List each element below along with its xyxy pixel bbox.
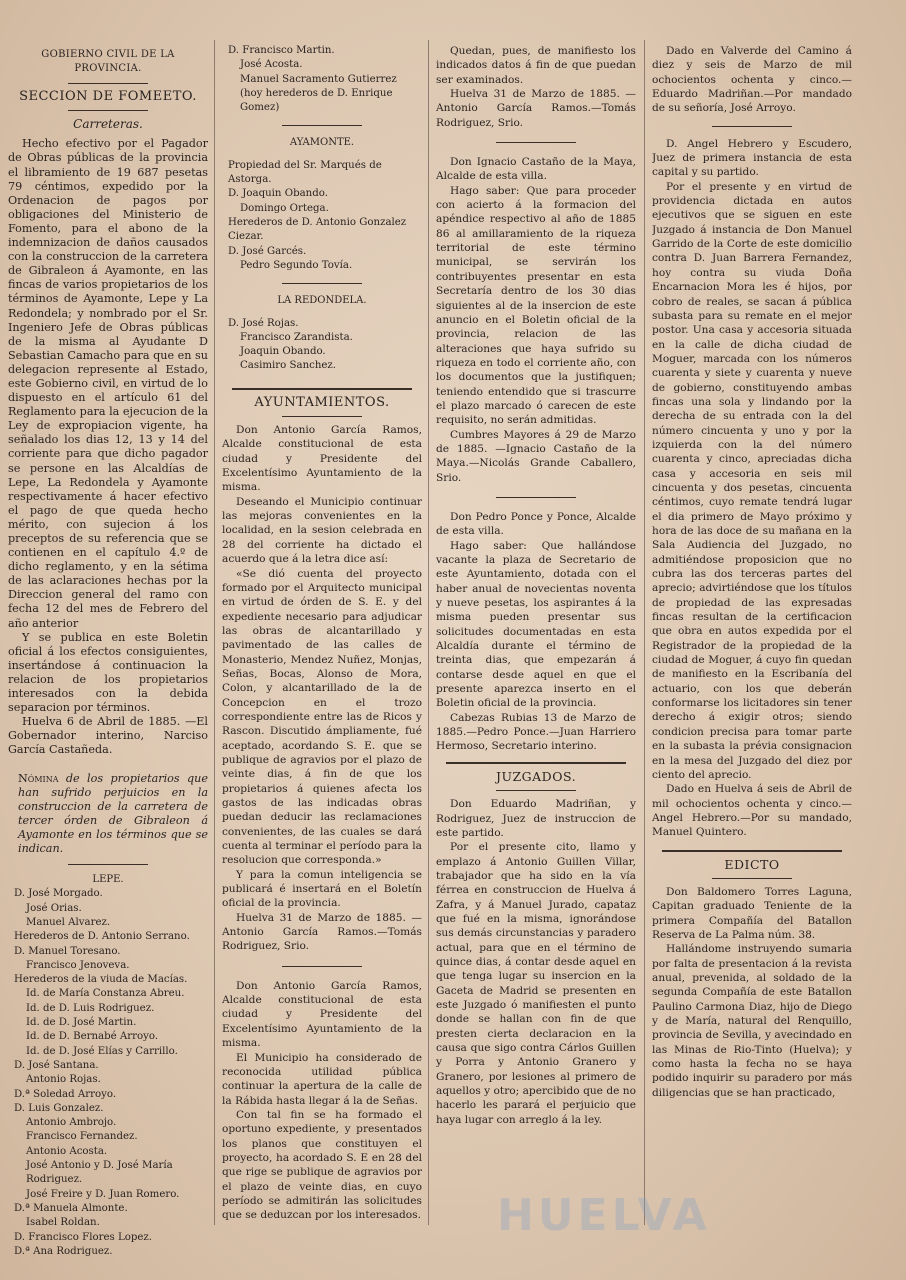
name-entry: Herederos de D. Antonio Serrano. [14,931,190,943]
divider [282,966,362,967]
name-entry: Pedro Segundo Tovía. [240,259,353,271]
cabezas-body: Hago saber: Que hallándose vacante la plaza de Secretario de este Ayuntamiento, dotada con el haber anual de novecientas noventa y nueve pesetas, los aspirantes á la misma pueden presentar sus solicitudes documentadas en esta Alcaldía durante el término de treinta dias, que empezarán á contarse desde aquel en que el presente aparezca inserto en el Boletin oficial de la provincia. [436,539,636,710]
name-entry: Antonio Ambrojo. [26,1117,117,1129]
name-entry: Domingo Ortega. [240,202,329,214]
column-4 [652,44,852,1274]
name-entry: D. Manuel Toresano. [14,945,121,957]
name-entry: José Freire y D. Juan Romero. [26,1188,180,1200]
fomento-date: Huelva 6 de Abril de 1885. —El Gobernador interino, Narciso García Castañeda. [8,715,208,757]
ayunt1-head: Don Antonio García Ramos, Alcalde constitucional de esta ciudad y Presidente del Excelentísimo Ayuntamiento de la misma. [222,424,422,494]
edicto-heading: EDICTO [724,856,780,872]
name-entry: Antonio Acosta. [26,1145,108,1157]
name-entry: José Orias. [26,902,82,914]
juzgado-head: Don Eduardo Madriñan, y Rodriguez, Juez de instruccion de este partido. [436,798,636,839]
watermark-logo: HUELVA [497,1190,711,1241]
section-title: SECCION DE FOMEETO. [19,88,197,104]
name-entry: D. José Morgado. [14,888,103,900]
name-entry: D. José Rojas. [228,317,299,329]
name-entry: Herederos de D. Antonio Gonzalez Ciezar. [228,217,407,243]
lepe-list [8,887,208,1259]
ayunt1-p1: Deseando el Municipio continuar las mejoras convenientes en la localidad, en la sesion celebrada en 28 del corriente ha dictado el acuerdo que á la letra dice así: [222,495,422,566]
divider [68,83,148,84]
ayunt2-p1: El Municipio ha considerado de reconocida utilidad pública continuar la apertura de la calle de la Rábida hasta llegar á la de Señas. [222,1051,422,1107]
name-entry: Id. de D. Luis Rodriguez. [26,1002,155,1014]
name-entry: D.ª Manuela Almonte. [14,1202,128,1214]
name-entry: D. Luis Gonzalez. [14,1102,104,1114]
edicto-body: Hallándome instruyendo sumaria por falta de presentacion á la revista anual, prevenida, al soldado de la segunda Compañía de este Batallon Paulino Carmona Diaz, hijo de Diego y de María, natural del Renquillo, provincia de Sevilla, y avecindado en las Minas de Rio-Tinto (Huelva); y como hasta la fecha no se haya podido inquirir su paradero por más diligencias que se han practicado, [652,943,852,1099]
ayunt2-head: Don Antonio García Ramos, Alcalde constitucional de esta ciudad y Presidente del Excelentísimo Ayuntamiento de la misma. [222,979,422,1050]
gobierno-header: GOBIERNO CIVIL DE LA PROVINCIA. [41,49,175,75]
column-divider [644,40,645,1225]
name-entry: D. Joaquin Obando. [228,188,328,200]
ayunt1-quote: «Se dió cuenta del proyecto formado por el Arquitecto municipal en virtud de órden de S. E. y del expediente necesario para adjudicar las obras de alcantarillado y pavimentado de las calles de Monasterio, Mendez Nuñez, Monjas, Señas, Bocas, Alonso de Mora, Colon, y alcantarillado de la de Concepcion en el trozo correspondiente entre las de Ricos y Rascon. Discutido ámpliamente, fué aceptado, acordando S. E. que se publique de agravios por el plazo de veinte dias, á fin de que los propietarios á quienes afecta los gastos de las indicadas obras puedan deducir las reclamaciones convenientes, de las cuales se dará cuenta al terminar el período para la resolucion que corresponda.» [222,567,422,867]
name-entry: Propiedad del Sr. Marqués de Astorga. [228,159,382,186]
nomina-heading [8,772,208,857]
col3-date1: Huelva 31 de Marzo de 1885. —Antonio García Ramos.—Tomás Rodriguez, Srio. [436,88,636,129]
cumbres-head: Don Ignacio Castaño de la Maya, Alcalde de esta villa. [436,156,636,183]
divider [232,388,412,390]
fomento-body: Hecho efectivo por el Pagador de Obras públicas de la provincia el libramiento de 19 687 pesetas 79 céntimos, expedido por la Ordenacion de pagos por obligaciones del Ministerio de Fomento, para el abono de la indemnizacion de daños causados con la construccion de la carretera de Gibraleon á Ayamonte, en las fincas de varios propietarios de los términos de Ayamonte, Lepe y La Redondela; y nombrado por el Sr. Ingeniero Jefe de Obras públicas de la misma al Ayudante D Sebastian Camacho para que en su delegacion represente al Estado, este Gobierno civil, en virtud de lo dispuesto en el artículo 61 del Reglamento para la ejecucion de la Ley de expropiacion vigente, ha señalado los dias 12, 13 y 14 del corriente para que dicho pagador se persone en las Alcaldías de Lepe, La Redondela y Ayamonte respectivamente á hacer efectivo el pago de que queda hecho mérito, con sujecion á los preceptos de su referencia que se contienen en el capítulo 4.º de dicho reglamento, y en la sétima de las aclaraciones hechas por la Direccion general del ramo con fecha 12 del mes de Febrero del año anterior [8,137,208,630]
hebrero-head: D. Angel Hebrero y Escudero, Juez de primera instancia de esta capital y su partido. [652,137,852,179]
ayunt1-date: Huelva 31 de Marzo de 1885. —Antonio García Ramos.—Tomás Rodriguez, Srio. [222,911,422,953]
ayunt1-p2: Y para la comun inteligencia se publicará é insertará en el Boletín oficial de la provincia. [222,868,422,910]
cabezas-date: Cabezas Rubias 13 de Marzo de 1885.—Pedro Ponce.—Juan Harriero Hermoso, Secretario interino. [436,711,636,753]
column-divider [428,40,429,1225]
lepe-heading: LEPE. [92,874,124,886]
nomina-text: de los propietarios que han sufrido perjuicios en la construccion de la carretera de tercer órden de Gibraleon á Ayamonte en los términos que se indican. [18,771,208,855]
divider [68,864,148,865]
name-entry: D. José Santana. [14,1059,99,1071]
name-entry: Francisco Jenoveva. [26,959,130,971]
juzgados-heading: JUZGADOS. [495,768,577,784]
juzgado-body: Por el presente cito, llamo y emplazo á Antonio Guillen Villar, trabajador que ha sido en la vía férrea en construccion de Huelva á Zafra, y á Manuel Jurado, capataz que fué en la misma, ignorándose sus demás circunstancias y paradero actual, para que en el término de quince dias, á contar desde aquel en que tenga lugar su insercion en la Gaceta de Madrid se presenten en este Juzgado ó manifiesten el punto donde se hallan con fin de que presten cierta declaracion en la causa que sigo contra Cárlos Guillen y Porra y Antonio Granero y Granero, por lesiones al primero de aquellos y otro; apercibido que de no hacerlo les parará el perjuicio que haya lugar con arreglo á la ley. [436,841,636,1126]
divider [496,790,576,791]
hebrero-date: Dado en Huelva á seis de Abril de mil ochocientos ochenta y cinco.—Angel Hebrero.—Por su mandado, Manuel Quintero. [652,783,852,839]
name-entry: Id. de D. José Martin. [26,1017,137,1029]
divider [282,283,362,284]
divider [282,416,362,417]
name-entry: Isabel Roldan. [26,1217,100,1229]
name-entry: D. Francisco Flores Lopez. [14,1231,153,1243]
name-entry: Id. de María Constanza Abreu. [26,988,185,1000]
divider [68,110,148,111]
divider [712,126,792,127]
column-2 [222,44,422,1274]
ayuntamientos-heading: AYUNTAMIENTOS. [254,394,390,410]
col3-p1: Quedan, pues, de manifiesto los indicados datos á fin de que puedan ser examinados. [436,45,636,86]
name-entry: Joaquin Obando. [240,346,326,358]
cumbres-date: Cumbres Mayores á 29 de Marzo de 1885. —Ignacio Castaño de la Maya.—Nicolás Grande Caballero, Srio. [436,428,636,484]
names-list-1 [222,44,422,115]
name-entry: Manuel Sacramento Gutierrez (hoy herederos de D. Enrique Gomez) [240,73,397,114]
divider [496,497,576,498]
name-entry: Casimiro Sanchez. [240,360,337,372]
hebrero-body: Por el presente y en virtud de providencia dictada en autos ejecutivos que se siguen en este Juzgado á instancia de Don Manuel Garrido de la Corte de este domicilio contra D. Juan Barrera Fernandez, hoy contra su viuda Doña Encarnacion Mora les é hijos, por cobro de reales, se sacan á pública subasta para su remate en el mejor postor. Una casa y accesoria situada en la calle de dicha ciudad de Moguer, marcada con los números cuarenta y siete y cuarenta y nueve de gobierno, constituyendo ambas fincas una sola y lindando por la derecha de su entrada con la del número cincuenta y uno y por la izquierda con la del número cuarenta y cinco, apreciadas dicha casa y accesoria en seis mil cincuenta y dos pesetas, cincuenta céntimos, cuyo remate tendrá lugar el dia primero de Mayo próximo y hora de las doce de su mañana en la Sala Audiencia del Juzgado, no admitiéndose proposicion que no cubra las dos terceras partes del aprecio; advirtiéndose que los títulos de propiedad de las expresadas fincas resultan de la certificacion que obra en autos expedida por el Registrador de la propiedad de la ciudad de Moguer, á cuyo fin quedan de manifiesto en la Escribanía del actuario, con los que deberán conformarse los licitadores sin tener derecho á exigir otros; siendo condicion precisa para tomar parte en la subasta la prévia consignacion en la mesa del Juzgado del diez por ciento del aprecio. [652,180,852,781]
divider [712,878,792,879]
redondela-list [222,317,422,374]
name-entry: D.ª Ana Rodriguez. [14,1245,113,1257]
name-entry: José Antonio y D. José María Rodriguez. [26,1160,173,1186]
redondela-heading: LA REDONDELA. [277,295,367,307]
name-entry: Herederos de la viuda de Macías. [14,974,188,986]
name-entry: Francisco Fernandez. [26,1131,138,1143]
valverde-date: Dado en Valverde del Camino á diez y seis de Marzo de mil ochocientos ochenta y cinco.—Eduardo Madriñan.—Por mandado de su señoría, José Arroyo. [652,45,852,115]
name-entry: Francisco Zarandista. [240,331,353,343]
name-entry: D.ª Soledad Arroyo. [14,1088,117,1100]
name-entry: José Acosta. [240,59,303,71]
divider [282,125,362,126]
name-entry: Manuel Alvarez. [26,917,111,928]
ayamonte-list [222,159,422,273]
cabezas-head: Don Pedro Ponce y Ponce, Alcalde de esta villa. [436,510,636,538]
name-entry: Id. de D. José Elías y Carrillo. [26,1045,178,1057]
subsection-title: Carreteras. [73,117,143,132]
edicto-head: Don Baldomero Torres Laguna, Capitan graduado Teniente de la primera Compañía del Batallon Reserva de La Palma núm. 38. [652,885,852,941]
name-entry: D. José Garcés. [228,245,307,257]
column-1 [8,44,208,1274]
name-entry: Antonio Rojas. [26,1074,101,1086]
name-entry: Id. de D. Bernabé Arroyo. [26,1031,159,1043]
ayamonte-heading: AYAMONTE. [289,137,355,149]
divider [496,142,576,143]
name-entry: D. Francisco Martin. [228,45,335,56]
cumbres-body: Hago saber: Que para proceder con acierto á la formacion del apéndice respectivo al año de 1885 86 al amillaramiento de la riqueza territorial de este término municipal, se servirán los contribuyentes presentar en esta Secretaría dentro de los 30 dias siguientes al de la insercion de este anuncio en el Boletin oficial de la provincia, relacion de las alteraciones que haya sufrido su riqueza en todo el corriente año, con los documentos que la justifiquen; teniendo entendido que si trascurre el plazo marcado ó carecen de este requisito, no serán admitidas. [436,184,636,427]
column-3 [436,44,636,1274]
divider [662,850,842,852]
ayunt2-p2: Con tal fin se ha formado el oportuno expediente, y presentados los planos que constituyen el proyecto, ha acordado S. E en 28 del que rige se publique de agravios por el plazo de veinte dias, en cuyo período se admitirán las solicitudes que se deduzcan por los interesados. [222,1108,422,1222]
divider [446,762,626,764]
nomina-word: Nómina [18,771,59,785]
fomento-publica: Y se publica en este Boletin oficial á los efectos consiguientes, insertándose á continuacion la relacion de los propietarios interesados con la debida separacion por términos. [8,630,208,715]
column-divider [214,40,215,1225]
